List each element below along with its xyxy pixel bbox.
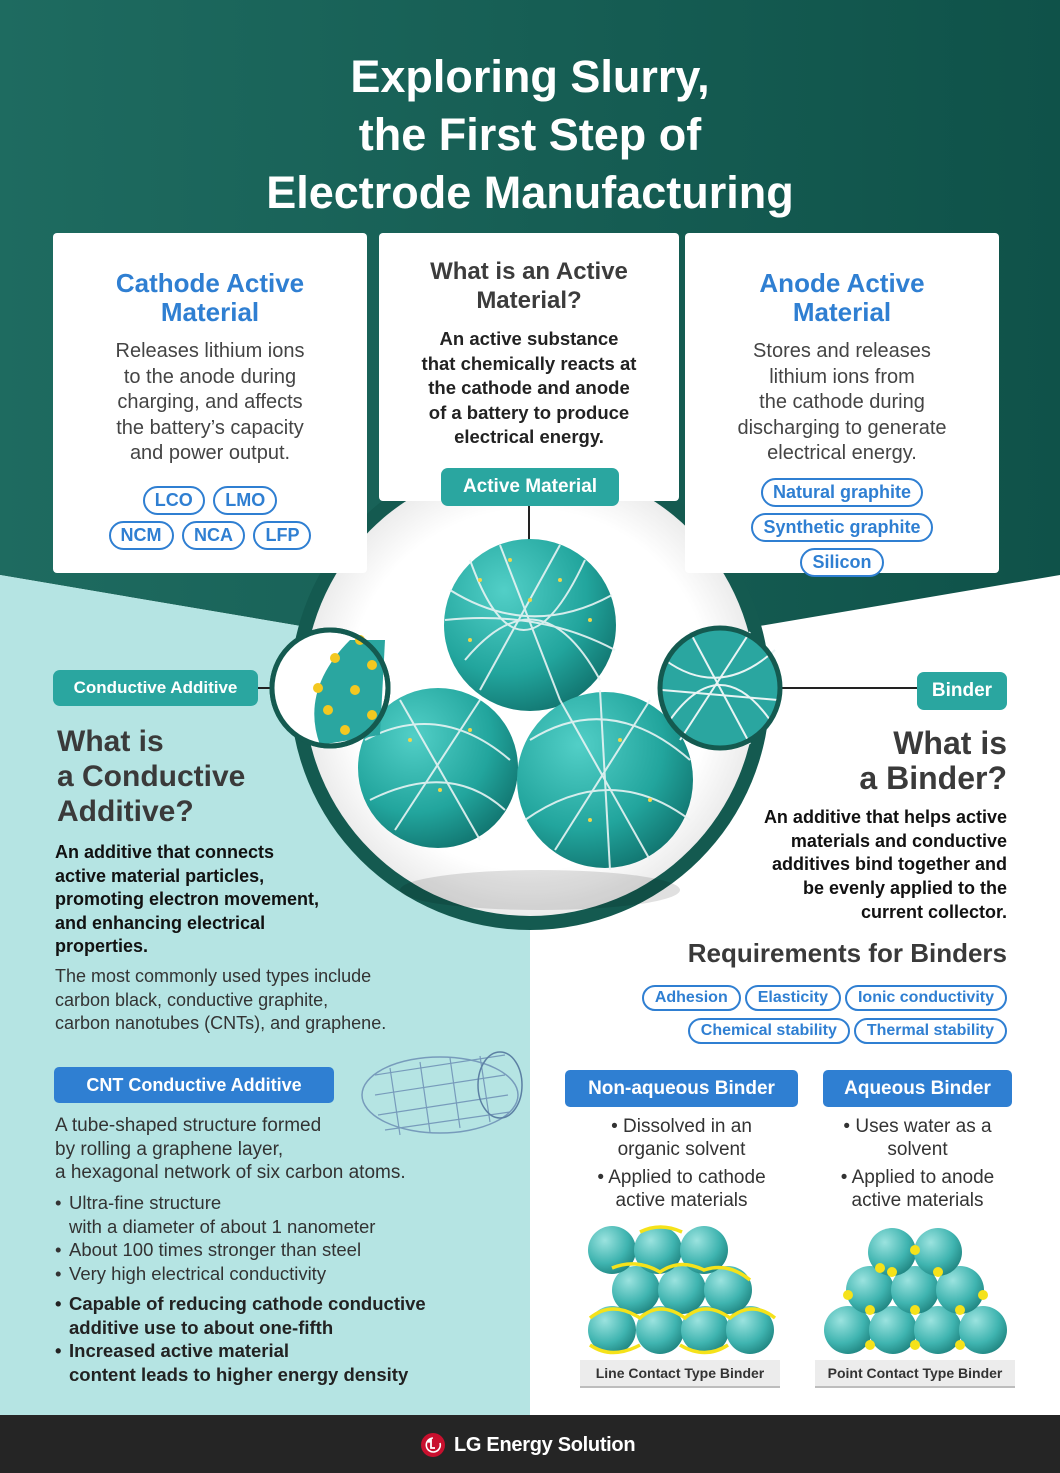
text-line: Applied to anode: [851, 1167, 995, 1188]
binder-definition: [700, 806, 1007, 925]
text-line: materials and conductive: [790, 830, 1007, 851]
anode-card: [685, 233, 999, 573]
text-line: additive use to about one-fifth: [69, 1316, 334, 1338]
text-line: active materials: [615, 1190, 748, 1211]
anode-heading: [685, 269, 999, 327]
text-line: be evenly applied to the: [802, 878, 1007, 899]
desc-line: electrical energy.: [767, 442, 917, 464]
anode-pills: [685, 475, 999, 580]
bullet-item: • Applied to anode active materials: [815, 1166, 1020, 1212]
conductive-heading: [57, 724, 317, 829]
title-line: Electrode Manufacturing: [266, 167, 794, 218]
desc-line: discharging to generate: [737, 416, 947, 439]
text-line: Dissolved in an: [623, 1116, 752, 1137]
material-pill: LMO: [213, 486, 277, 515]
text-line: An additive that helps active: [763, 807, 1007, 827]
binder-requirements-heading: Requirements for Binders: [687, 938, 1007, 968]
anode-description: [685, 339, 999, 467]
text-line: with a diameter of about 1 nanometer: [69, 1215, 376, 1237]
bullet-item: [53, 1191, 493, 1238]
desc-line: An active substance: [439, 328, 619, 349]
active-heading: [379, 257, 679, 315]
aqueous-bullets: [815, 1115, 1020, 1212]
material-pill: NCM: [109, 521, 174, 550]
requirement-pills: [560, 1018, 1009, 1044]
desc-line: lithium ions from: [769, 365, 915, 388]
page-title: [0, 48, 1060, 222]
bullet-item: [53, 1238, 493, 1262]
heading-line: What is: [57, 725, 164, 758]
text-line: carbon black, conductive graphite,: [55, 989, 329, 1010]
cnt-tag: CNT Conductive Additive: [54, 1067, 334, 1103]
heading-line: Material?: [476, 287, 582, 314]
desc-line: Releases lithium ions: [115, 340, 305, 362]
text-line: active materials: [851, 1190, 984, 1211]
heading-line: Anode Active: [759, 268, 925, 298]
material-pill: LCO: [143, 486, 205, 515]
desc-line: Stores and releases: [753, 340, 931, 362]
active-description: [379, 327, 679, 450]
text-line: properties.: [55, 936, 149, 956]
heading-line: What is an Active: [430, 258, 628, 285]
heading-line: a Binder?: [859, 760, 1007, 796]
requirement-pill: Chemical stability: [688, 1018, 850, 1044]
text-line: promoting electron movement,: [55, 889, 320, 909]
text-line: A tube-shaped structure formed: [55, 1115, 322, 1136]
heading-line: What is: [893, 725, 1007, 761]
brand-name: LG Energy Solution: [454, 1433, 636, 1456]
point-contact-caption: Point Contact Type Binder: [815, 1360, 1015, 1388]
text-line: current collector.: [860, 901, 1007, 922]
title-line: the First Step of: [358, 109, 702, 160]
text-line: carbon nanotubes (CNTs), and graphene.: [55, 1013, 387, 1033]
nonaqueous-bullets: [565, 1115, 798, 1212]
text-line: and enhancing electrical: [55, 912, 266, 933]
requirement-pill: Elasticity: [745, 985, 841, 1011]
cathode-card: [53, 233, 367, 573]
bullet-item: [53, 1292, 513, 1339]
desc-line: of a battery to produce: [428, 401, 630, 423]
cathode-description: [53, 339, 367, 467]
line-contact-caption: Line Contact Type Binder: [580, 1360, 780, 1388]
nonaqueous-binder-tag: Non-aqueous Binder: [565, 1070, 798, 1107]
text-line: • Very high electrical conductivity: [69, 1262, 327, 1284]
material-pill: Natural graphite: [761, 478, 923, 507]
conductive-types: [55, 965, 485, 1036]
binder-tag: Binder: [917, 672, 1007, 710]
heading-line: Material: [792, 297, 892, 327]
desc-line: the cathode during: [759, 391, 925, 413]
bullet-item: • Uses water as a solvent: [815, 1115, 1020, 1161]
cnt-bullets: [53, 1191, 493, 1285]
text-line: The most commonly used types include: [55, 966, 372, 986]
desc-line: to the anode during: [123, 365, 297, 388]
title-line: Exploring Slurry,: [350, 51, 710, 102]
material-pill: Synthetic graphite: [751, 513, 932, 542]
desc-line: the cathode and anode: [428, 377, 630, 398]
conductive-additive-tag: Conductive Additive: [53, 670, 258, 706]
text-line: active material particles,: [55, 865, 265, 886]
requirement-pill: Thermal stability: [854, 1018, 1007, 1044]
material-pill: NCA: [182, 521, 245, 550]
brand-logo[interactable]: [420, 1432, 635, 1458]
text-line: • Capable of reducing cathode conductive: [69, 1293, 426, 1314]
lg-logo-icon: [420, 1432, 446, 1458]
text-line: • Ultra-fine structure: [69, 1192, 222, 1213]
aqueous-binder-tag: Aqueous Binder: [823, 1070, 1012, 1107]
requirement-pill: Ionic conductivity: [845, 985, 1007, 1011]
desc-line: and power output.: [129, 442, 291, 464]
conductive-definition: [55, 841, 375, 959]
material-pill: LFP: [253, 521, 311, 550]
text-line: • About 100 times stronger than steel: [69, 1239, 362, 1260]
cathode-pills: [53, 483, 367, 518]
text-line: a hexagonal network of six carbon atoms.: [55, 1162, 406, 1183]
desc-line: the battery’s capacity: [116, 416, 304, 439]
desc-line: electrical energy.: [454, 426, 604, 447]
requirement-pill: Adhesion: [642, 985, 741, 1011]
requirement-pills: [560, 985, 1009, 1011]
text-line: organic solvent: [617, 1139, 746, 1160]
active-material-tag: Active Material: [441, 468, 619, 506]
text-line: additives bind together and: [771, 854, 1007, 875]
text-line: Applied to cathode: [608, 1167, 766, 1188]
binder-heading: [760, 726, 1007, 796]
text-line: • Increased active material: [69, 1340, 290, 1361]
text-line: by rolling a graphene layer,: [55, 1138, 284, 1160]
heading-line: Material: [160, 297, 260, 327]
cnt-description: [55, 1114, 505, 1185]
material-pill: Silicon: [800, 548, 883, 577]
footer: [0, 1415, 1060, 1473]
bullet-item: • Applied to cathode active materials: [565, 1166, 798, 1212]
heading-line: Additive?: [57, 795, 194, 828]
heading-line: Cathode Active: [115, 268, 305, 298]
desc-line: that chemically reacts at: [421, 352, 637, 374]
cnt-bold-bullets: [53, 1292, 513, 1386]
bullet-item: [53, 1339, 513, 1386]
active-material-card: [379, 233, 679, 501]
bullet-item: [53, 1262, 493, 1286]
cathode-heading: [53, 269, 367, 327]
text-line: content leads to higher energy density: [69, 1363, 409, 1385]
desc-line: charging, and affects: [117, 391, 303, 413]
bullet-item: • Dissolved in an organic solvent: [565, 1115, 798, 1161]
cathode-pills: [53, 518, 367, 553]
heading-line: a Conductive: [57, 760, 246, 793]
text-line: An additive that connects: [55, 842, 275, 862]
text-line: solvent: [887, 1139, 948, 1160]
text-line: Uses water as a: [855, 1116, 992, 1137]
